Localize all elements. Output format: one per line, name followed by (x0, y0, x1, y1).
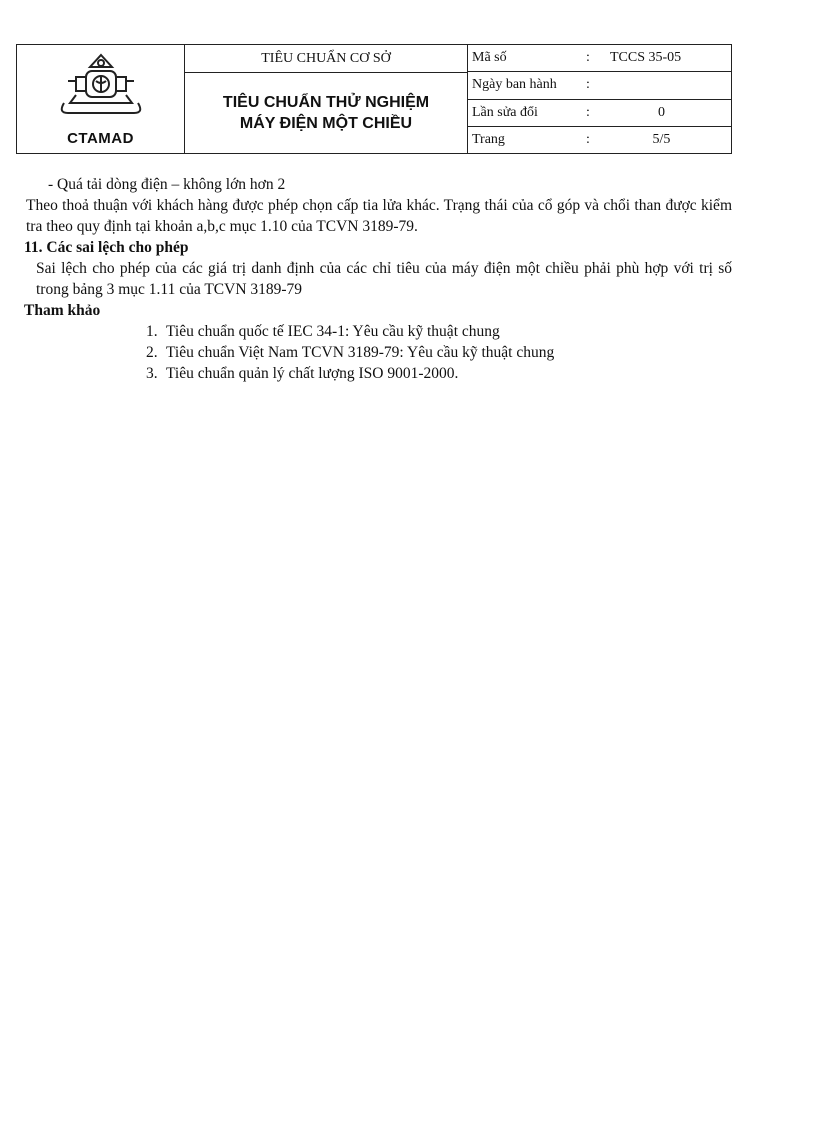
reference-number: 3. (146, 365, 158, 382)
reference-item (146, 342, 732, 363)
reference-text: Tiêu chuẩn quốc tế IEC 34-1: Yêu cầu kỹ thuật chung (166, 323, 500, 340)
meta-colon: : (586, 131, 590, 147)
meta-row-issue-date (468, 72, 731, 99)
meta-colon: : (586, 104, 590, 120)
references-list (26, 321, 732, 384)
section-11-title: 11. Các sai lệch cho phép (24, 239, 189, 256)
logo-text: CTAMAD (67, 130, 134, 147)
overload-bullet: - Quá tải dòng điện – không lớn hơn 2 (48, 176, 286, 193)
reference-text: Tiêu chuẩn quản lý chất lượng ISO 9001-2000. (166, 365, 459, 382)
standard-type: TIÊU CHUẨN CƠ SỞ (185, 45, 467, 73)
meta-label: Lần sửa đổi (472, 104, 538, 120)
meta-label: Trang (472, 131, 505, 147)
meta-label: Mã số (472, 50, 507, 66)
document-title (185, 73, 467, 153)
reference-item (146, 363, 732, 384)
reference-number: 1. (146, 323, 158, 340)
reference-item (146, 321, 732, 342)
title-cell (185, 45, 468, 153)
meta-row-code (468, 45, 731, 72)
title-line-1: TIÊU CHUẨN THỬ NGHIỆM (222, 94, 430, 111)
reference-text: Tiêu chuẩn Việt Nam TCVN 3189-79: Yêu cầu kỹ thuật chung (166, 344, 555, 361)
meta-cell (468, 45, 731, 153)
logo-cell (17, 45, 185, 153)
document-header (16, 44, 732, 154)
references-title: Tham khảo (24, 302, 101, 319)
meta-value: TCCS 35-05 (610, 50, 682, 66)
meta-colon: : (586, 77, 590, 93)
meta-value: 5/5 (652, 131, 671, 147)
meta-label: Ngày ban hành (472, 77, 557, 93)
title-line-2: MÁY ĐIỆN MỘT CHIỀU (239, 115, 413, 132)
meta-row-page (468, 127, 731, 153)
meta-value: 0 (658, 104, 665, 120)
ctamad-logo-icon (46, 51, 156, 131)
meta-colon: : (586, 50, 590, 66)
section-11-text: Sai lệch cho phép của các giá trị danh định của các chỉ tiêu của máy điện một chiều phải phù hợp với trị số trong bảng 3 mục 1.11 của TCVN 3189-79 (36, 260, 732, 298)
meta-row-revision (468, 100, 731, 127)
document-body (26, 174, 732, 384)
spark-paragraph: Theo thoả thuận với khách hàng được phép chọn cấp tia lửa khác. Trạng thái của cổ góp và chổi than được kiểm tra theo quy định tại khoản a,b,c mục 1.10 của TCVN 3189-79. (26, 197, 732, 235)
reference-number: 2. (146, 344, 158, 361)
